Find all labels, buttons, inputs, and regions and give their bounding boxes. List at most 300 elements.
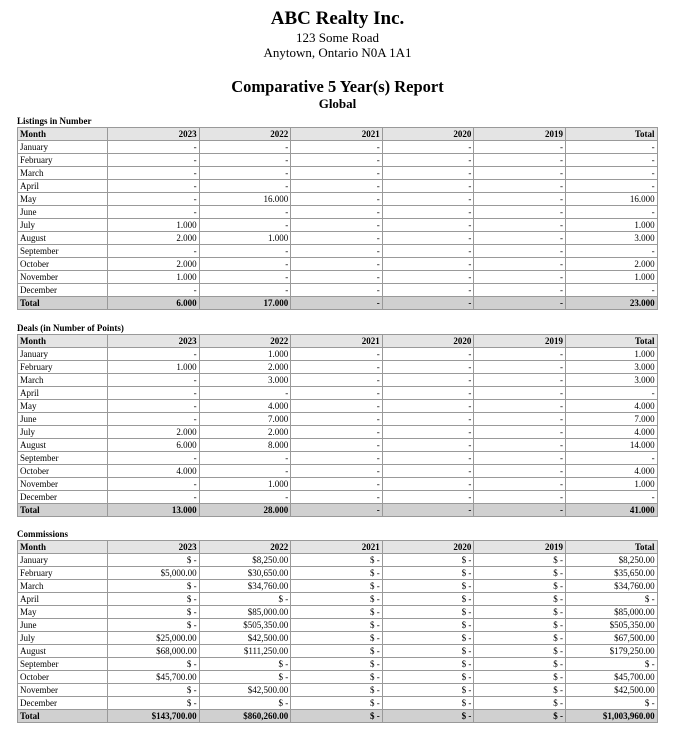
table-cell: 3.000 — [199, 374, 291, 387]
table-row — [18, 232, 658, 245]
table-cell: $ - — [474, 671, 566, 684]
table-cell: - — [199, 219, 291, 232]
column-header: Month — [18, 128, 108, 141]
table-cell: - — [199, 387, 291, 400]
table-cell: - — [382, 387, 474, 400]
table-row — [18, 374, 658, 387]
table-cell: - — [382, 348, 474, 361]
column-header: 2019 — [474, 541, 566, 554]
table-cell: $ - — [474, 632, 566, 645]
table-cell: - — [108, 193, 200, 206]
table-cell: $ - — [291, 697, 383, 710]
table-cell: September — [18, 245, 108, 258]
total-cell: 41.000 — [565, 504, 657, 517]
table-cell: October — [18, 465, 108, 478]
table-cell: July — [18, 632, 108, 645]
table-cell: $ - — [382, 606, 474, 619]
table-cell: - — [291, 167, 383, 180]
table-cell: $ - — [474, 593, 566, 606]
table-cell: - — [565, 387, 657, 400]
table-cell: 1.000 — [565, 348, 657, 361]
table-cell: 16.000 — [565, 193, 657, 206]
table-cell: $ - — [108, 684, 200, 697]
table-cell: 4.000 — [199, 400, 291, 413]
table-cell: September — [18, 658, 108, 671]
table-cell: - — [474, 154, 566, 167]
table-row — [18, 348, 658, 361]
table-cell: $ - — [474, 554, 566, 567]
table-cell: April — [18, 387, 108, 400]
table-cell: - — [474, 348, 566, 361]
column-header: Total — [565, 541, 657, 554]
table-cell: $505,350.00 — [565, 619, 657, 632]
table-cell: $ - — [382, 580, 474, 593]
table-cell: $ - — [382, 684, 474, 697]
table-cell: $ - — [199, 697, 291, 710]
table-cell: - — [291, 284, 383, 297]
table-cell: - — [382, 206, 474, 219]
table-cell: - — [565, 491, 657, 504]
table-cell: 3.000 — [565, 232, 657, 245]
table-cell: - — [199, 154, 291, 167]
table-cell: $ - — [291, 632, 383, 645]
table-cell: - — [291, 426, 383, 439]
table-cell: - — [382, 413, 474, 426]
table-cell: April — [18, 593, 108, 606]
table-cell: - — [108, 180, 200, 193]
table-cell: - — [382, 141, 474, 154]
table-row — [18, 219, 658, 232]
table-row — [18, 491, 658, 504]
table-cell: $ - — [382, 645, 474, 658]
table-cell: - — [474, 271, 566, 284]
table-row — [18, 141, 658, 154]
table-cell: $5,000.00 — [108, 567, 200, 580]
table-cell: 7.000 — [565, 413, 657, 426]
table-cell: - — [108, 374, 200, 387]
table-cell: 1.000 — [199, 478, 291, 491]
listings-section — [17, 116, 657, 310]
table-cell: - — [474, 141, 566, 154]
total-cell: - — [382, 297, 474, 310]
table-cell: 1.000 — [108, 271, 200, 284]
table-cell: - — [199, 206, 291, 219]
table-cell: $ - — [199, 593, 291, 606]
table-cell: May — [18, 606, 108, 619]
data-table — [17, 540, 658, 723]
table-cell: $ - — [565, 697, 657, 710]
table-cell: $8,250.00 — [565, 554, 657, 567]
table-cell: $ - — [382, 632, 474, 645]
table-cell: - — [382, 219, 474, 232]
total-cell: 23.000 — [565, 297, 657, 310]
table-cell: $30,650.00 — [199, 567, 291, 580]
table-cell: $ - — [291, 554, 383, 567]
table-cell: $ - — [565, 658, 657, 671]
table-cell: - — [199, 465, 291, 478]
table-cell: - — [291, 348, 383, 361]
table-cell: December — [18, 284, 108, 297]
table-cell: - — [108, 284, 200, 297]
table-cell: - — [382, 400, 474, 413]
column-header: Total — [565, 335, 657, 348]
table-cell: May — [18, 193, 108, 206]
commissions-section — [17, 529, 657, 723]
total-cell: - — [474, 297, 566, 310]
total-cell: $ - — [382, 710, 474, 723]
table-cell: 4.000 — [565, 465, 657, 478]
table-cell: November — [18, 271, 108, 284]
table-cell: $ - — [291, 658, 383, 671]
table-cell: $ - — [291, 593, 383, 606]
table-cell: 16.000 — [199, 193, 291, 206]
section-title: Listings in Number — [17, 116, 92, 126]
table-cell: - — [382, 361, 474, 374]
table-cell: $42,500.00 — [199, 632, 291, 645]
table-cell: - — [474, 400, 566, 413]
table-cell: - — [199, 167, 291, 180]
table-cell: $25,000.00 — [108, 632, 200, 645]
table-cell: - — [291, 206, 383, 219]
table-header-row — [18, 335, 658, 348]
column-header: 2022 — [199, 541, 291, 554]
table-cell: September — [18, 452, 108, 465]
deals-section — [17, 323, 657, 517]
total-row — [18, 297, 658, 310]
table-row — [18, 284, 658, 297]
table-cell: - — [474, 374, 566, 387]
table-cell: $45,700.00 — [565, 671, 657, 684]
table-cell: - — [474, 361, 566, 374]
section-title: Commissions — [17, 529, 69, 539]
table-cell: - — [291, 245, 383, 258]
table-cell: - — [199, 271, 291, 284]
table-cell: - — [291, 491, 383, 504]
column-header: 2020 — [382, 541, 474, 554]
table-cell: $ - — [291, 671, 383, 684]
column-header: 2020 — [382, 335, 474, 348]
table-cell: - — [474, 232, 566, 245]
table-cell: - — [382, 154, 474, 167]
column-header: 2022 — [199, 335, 291, 348]
table-cell: $ - — [108, 580, 200, 593]
table-row — [18, 632, 658, 645]
table-cell: - — [474, 180, 566, 193]
table-cell: - — [108, 387, 200, 400]
table-row — [18, 567, 658, 580]
table-cell: - — [108, 167, 200, 180]
table-cell: 2.000 — [108, 232, 200, 245]
table-cell: $ - — [382, 619, 474, 632]
table-cell: - — [291, 193, 383, 206]
table-cell: - — [474, 478, 566, 491]
table-cell: March — [18, 167, 108, 180]
table-cell: - — [291, 374, 383, 387]
table-cell: $ - — [382, 671, 474, 684]
table-cell: $ - — [108, 606, 200, 619]
total-cell: - — [474, 504, 566, 517]
table-cell: 1.000 — [199, 232, 291, 245]
table-cell: $8,250.00 — [199, 554, 291, 567]
table-row — [18, 554, 658, 567]
table-cell: 4.000 — [565, 426, 657, 439]
column-header: 2021 — [291, 128, 383, 141]
table-cell: $85,000.00 — [199, 606, 291, 619]
table-cell: $45,700.00 — [108, 671, 200, 684]
total-row — [18, 710, 658, 723]
column-header: 2023 — [108, 335, 200, 348]
table-cell: - — [291, 232, 383, 245]
table-header-row — [18, 541, 658, 554]
table-cell: $ - — [565, 593, 657, 606]
table-cell: $179,250.00 — [565, 645, 657, 658]
report-header — [0, 8, 675, 111]
table-cell: - — [108, 348, 200, 361]
table-cell: $ - — [291, 580, 383, 593]
table-cell: $ - — [108, 658, 200, 671]
total-cell: - — [291, 504, 383, 517]
total-cell: $ - — [474, 710, 566, 723]
table-row — [18, 413, 658, 426]
table-cell: December — [18, 491, 108, 504]
table-cell: October — [18, 671, 108, 684]
table-cell: - — [199, 245, 291, 258]
table-cell: May — [18, 400, 108, 413]
table-row — [18, 671, 658, 684]
table-cell: - — [291, 258, 383, 271]
table-cell: 8.000 — [199, 439, 291, 452]
table-cell: 7.000 — [199, 413, 291, 426]
table-cell: - — [291, 154, 383, 167]
table-row — [18, 478, 658, 491]
table-cell: $85,000.00 — [565, 606, 657, 619]
table-cell: October — [18, 258, 108, 271]
column-header: 2021 — [291, 541, 383, 554]
table-cell: - — [291, 465, 383, 478]
table-cell: - — [108, 491, 200, 504]
table-cell: 2.000 — [108, 258, 200, 271]
table-cell: August — [18, 232, 108, 245]
table-cell: $ - — [199, 658, 291, 671]
table-cell: $ - — [108, 697, 200, 710]
column-header: Month — [18, 335, 108, 348]
table-cell: - — [382, 245, 474, 258]
table-cell: February — [18, 567, 108, 580]
table-cell: $ - — [474, 567, 566, 580]
table-cell: $ - — [291, 645, 383, 658]
table-cell: - — [474, 206, 566, 219]
table-cell: - — [291, 439, 383, 452]
table-cell: - — [565, 141, 657, 154]
column-header: 2019 — [474, 335, 566, 348]
table-row — [18, 193, 658, 206]
table-cell: $ - — [382, 567, 474, 580]
table-cell: $ - — [291, 684, 383, 697]
table-cell: - — [108, 413, 200, 426]
total-cell: $1,003,960.00 — [565, 710, 657, 723]
table-cell: 14.000 — [565, 439, 657, 452]
total-cell: Total — [18, 710, 108, 723]
table-cell: - — [291, 478, 383, 491]
table-cell: - — [382, 452, 474, 465]
table-cell: $ - — [291, 567, 383, 580]
table-cell: $ - — [382, 658, 474, 671]
table-cell: - — [108, 478, 200, 491]
table-cell: 4.000 — [108, 465, 200, 478]
table-cell: - — [565, 167, 657, 180]
table-cell: - — [565, 180, 657, 193]
table-cell: - — [291, 219, 383, 232]
table-cell: 6.000 — [108, 439, 200, 452]
table-cell: February — [18, 361, 108, 374]
table-cell: 2.000 — [108, 426, 200, 439]
total-row — [18, 504, 658, 517]
table-cell: April — [18, 180, 108, 193]
table-cell: - — [199, 141, 291, 154]
table-cell: $ - — [474, 697, 566, 710]
table-cell: July — [18, 426, 108, 439]
total-cell: 17.000 — [199, 297, 291, 310]
table-cell: $67,500.00 — [565, 632, 657, 645]
table-cell: $ - — [108, 619, 200, 632]
total-cell: - — [291, 297, 383, 310]
table-cell: - — [565, 452, 657, 465]
table-cell: - — [382, 491, 474, 504]
table-cell: January — [18, 141, 108, 154]
table-cell: June — [18, 413, 108, 426]
table-cell: $ - — [108, 593, 200, 606]
table-row — [18, 593, 658, 606]
table-cell: August — [18, 439, 108, 452]
table-cell: $ - — [474, 606, 566, 619]
table-cell: - — [382, 439, 474, 452]
table-cell: August — [18, 645, 108, 658]
table-cell: - — [199, 258, 291, 271]
company-address-line1: 123 Some Road — [295, 30, 380, 45]
table-cell: - — [474, 245, 566, 258]
table-row — [18, 606, 658, 619]
table-cell: $ - — [291, 606, 383, 619]
table-cell: $ - — [291, 619, 383, 632]
table-row — [18, 258, 658, 271]
table-cell: - — [108, 245, 200, 258]
table-cell: - — [565, 284, 657, 297]
total-cell: - — [382, 504, 474, 517]
table-cell: March — [18, 374, 108, 387]
table-cell: 1.000 — [108, 361, 200, 374]
table-cell: - — [382, 478, 474, 491]
table-row — [18, 154, 658, 167]
table-cell: - — [382, 193, 474, 206]
table-cell: - — [291, 271, 383, 284]
table-cell: - — [474, 426, 566, 439]
table-row — [18, 271, 658, 284]
table-row — [18, 361, 658, 374]
table-cell: $ - — [382, 697, 474, 710]
table-cell: 1.000 — [565, 478, 657, 491]
total-cell: 6.000 — [108, 297, 200, 310]
table-row — [18, 439, 658, 452]
table-cell: $35,650.00 — [565, 567, 657, 580]
total-cell: 13.000 — [108, 504, 200, 517]
table-row — [18, 206, 658, 219]
column-header: 2021 — [291, 335, 383, 348]
table-cell: - — [565, 206, 657, 219]
table-cell: 3.000 — [565, 361, 657, 374]
table-cell: - — [565, 245, 657, 258]
table-cell: - — [382, 167, 474, 180]
table-cell: 1.000 — [565, 219, 657, 232]
data-table — [17, 127, 658, 310]
table-cell: January — [18, 348, 108, 361]
table-cell: December — [18, 697, 108, 710]
table-cell: 2.000 — [199, 426, 291, 439]
company-name: ABC Realty Inc. — [270, 8, 405, 29]
table-cell: - — [108, 154, 200, 167]
table-row — [18, 400, 658, 413]
table-cell: July — [18, 219, 108, 232]
table-cell: - — [108, 141, 200, 154]
table-cell: 3.000 — [565, 374, 657, 387]
table-row — [18, 580, 658, 593]
table-cell: - — [108, 206, 200, 219]
total-cell: 28.000 — [199, 504, 291, 517]
table-cell: 2.000 — [199, 361, 291, 374]
total-cell: $143,700.00 — [108, 710, 200, 723]
column-header: 2023 — [108, 128, 200, 141]
table-cell: $68,000.00 — [108, 645, 200, 658]
table-cell: - — [474, 167, 566, 180]
column-header: Total — [565, 128, 657, 141]
table-cell: $ - — [382, 554, 474, 567]
table-cell: 2.000 — [565, 258, 657, 271]
total-cell: $ - — [291, 710, 383, 723]
table-row — [18, 645, 658, 658]
table-cell: 1.000 — [565, 271, 657, 284]
table-cell: - — [474, 387, 566, 400]
table-cell: $ - — [474, 645, 566, 658]
table-cell: - — [474, 491, 566, 504]
table-cell: - — [199, 452, 291, 465]
table-cell: - — [291, 452, 383, 465]
column-header: 2022 — [199, 128, 291, 141]
table-cell: $ - — [474, 684, 566, 697]
table-cell: 4.000 — [565, 400, 657, 413]
table-cell: November — [18, 684, 108, 697]
table-header-row — [18, 128, 658, 141]
table-cell: January — [18, 554, 108, 567]
table-cell: - — [291, 413, 383, 426]
table-cell: $ - — [474, 580, 566, 593]
table-cell: $111,250.00 — [199, 645, 291, 658]
table-cell: - — [291, 361, 383, 374]
table-cell: - — [474, 452, 566, 465]
table-row — [18, 684, 658, 697]
table-cell: $42,500.00 — [565, 684, 657, 697]
table-cell: June — [18, 206, 108, 219]
table-cell: - — [382, 271, 474, 284]
table-cell: $34,760.00 — [565, 580, 657, 593]
column-header: 2020 — [382, 128, 474, 141]
table-cell: $ - — [474, 658, 566, 671]
report-title: Comparative 5 Year(s) Report — [231, 77, 444, 96]
table-cell: $ - — [474, 619, 566, 632]
table-cell: June — [18, 619, 108, 632]
company-address-line2: Anytown, Ontario N0A 1A1 — [263, 45, 412, 60]
table-row — [18, 167, 658, 180]
table-cell: - — [382, 374, 474, 387]
column-header: 2023 — [108, 541, 200, 554]
